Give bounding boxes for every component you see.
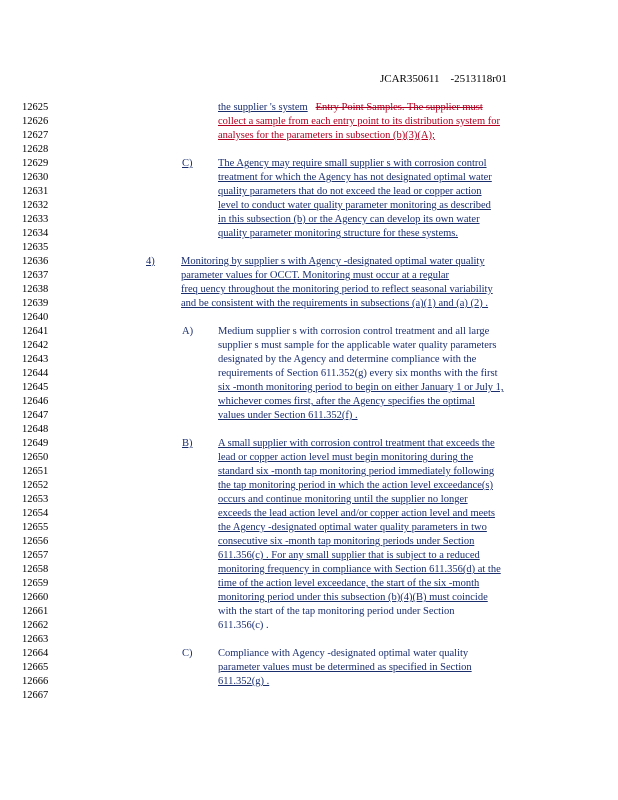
block1-line1-a: the supplier 's system [218, 102, 308, 113]
line-number: 12649 [22, 438, 49, 449]
line-number: 12660 [22, 592, 49, 603]
line-number: 12641 [22, 326, 49, 337]
line-number: 12653 [22, 494, 49, 505]
doc-id: JCAR350611 [380, 73, 440, 85]
block-c1-line: level to conduct water quality parameter monitoring as described [218, 200, 491, 211]
block-b-line: occurs and continue monitoring until the supplier no longer [218, 494, 468, 505]
line-number: 12626 [22, 116, 49, 127]
block-b-line: A small supplier with corrosion control treatment that exceeds the [218, 438, 495, 449]
block-b-line: 611.356(c) . [218, 620, 269, 631]
block-c2-line: Compliance with Agency -designated optimal water quality [218, 648, 469, 659]
line-number: 12665 [22, 662, 49, 673]
block-c1-line: The Agency may require small supplier s with corrosion control [218, 158, 487, 169]
line-number: 12658 [22, 564, 49, 575]
block-b-label: B) [182, 438, 193, 449]
block4-label: 4) [146, 256, 155, 267]
block1-line2: collect a sample from each entry point to its distribution system for [218, 116, 500, 127]
line-number: 12652 [22, 480, 49, 491]
block-b-line: 611.356(c) . For any small supplier that is subject to a reduced [218, 550, 480, 561]
block-c2-line: 611.352(g) . [218, 676, 270, 687]
line-number: 12637 [22, 270, 49, 281]
line-number: 12659 [22, 578, 49, 589]
line-number: 12656 [22, 536, 49, 547]
line-number: 12629 [22, 158, 49, 169]
block-b-line: lead or copper action level must begin monitoring during the [218, 452, 474, 463]
line-number: 12627 [22, 130, 49, 141]
line-number: 12631 [22, 186, 49, 197]
line-number: 12642 [22, 340, 49, 351]
doc-sub-id: -2513118r01 [450, 73, 507, 85]
line-number: 12633 [22, 214, 49, 225]
line-number: 12662 [22, 620, 49, 631]
block-c1-line: in this subsection (b) or the Agency can develop its own water [218, 214, 480, 225]
line-number: 12666 [22, 676, 49, 687]
block-a-line: designated by the Agency and determine compliance with the [218, 354, 477, 365]
line-number: 12630 [22, 172, 49, 183]
block-c2-label: C) [182, 648, 193, 659]
block-b-line: standard six -month tap monitoring period immediately following [218, 466, 495, 477]
block-b-line: exceeds the lead action level and/or copper action level and meets [218, 508, 495, 519]
block-a-line: Medium supplier s with corrosion control treatment and all large [218, 326, 490, 337]
line-number: 12645 [22, 382, 49, 393]
line-number: 12646 [22, 396, 49, 407]
line-number: 12651 [22, 466, 49, 477]
line-number: 12625 [22, 102, 49, 113]
line-number: 12667 [22, 690, 49, 701]
block-c1-line: quality parameter monitoring structure for these systems. [218, 228, 458, 239]
line-number: 12635 [22, 242, 49, 253]
block-a-line: requirements of Section 611.352(g) every six months with the first [218, 368, 498, 379]
block-a-label: A) [182, 326, 194, 337]
block1-line1 [218, 102, 483, 114]
line-number: 12638 [22, 284, 49, 295]
document-header [380, 73, 507, 85]
block4-line: freq uency throughout the monitoring period to reflect seasonal variability [181, 284, 493, 295]
block-b-line: consecutive six -month tap monitoring periods under Section [218, 536, 475, 547]
line-number: 12634 [22, 228, 49, 239]
block-b-line: monitoring frequency in compliance with Section 611.356(d) at the [218, 564, 501, 575]
block-b-line: monitoring period under this subsection (b)(4)(B) must coincide [218, 592, 488, 603]
line-number: 12657 [22, 550, 49, 561]
line-number: 12654 [22, 508, 49, 519]
block-b-line: with the start of the tap monitoring period under Section [218, 606, 455, 617]
block-b-line: time of the action level exceedance, the start of the six -month [218, 578, 480, 589]
block-b-line: the tap monitoring period in which the action level exceedance(s) [218, 480, 493, 491]
block-a-line-underlined: values under Section 611.352(f) . [218, 410, 358, 421]
block-c1-label: C) [182, 158, 193, 169]
line-number: 12639 [22, 298, 49, 309]
line-number: 12644 [22, 368, 49, 379]
block-a-line: supplier s must sample for the applicable water quality parameters [218, 340, 497, 351]
block-c1-line: treatment for which the Agency has not designated optimal water [218, 172, 492, 183]
block-a-line-underlined: whichever comes first, after the Agency specifies the optimal [218, 396, 475, 407]
line-number: 12628 [22, 144, 49, 155]
line-number: 12655 [22, 522, 49, 533]
line-number: 12664 [22, 648, 49, 659]
block-b-line: the Agency -designated optimal water quality parameters in two [218, 522, 487, 533]
block-c1-line: quality parameters that do not exceed the lead or copper action [218, 186, 482, 197]
line-number: 12648 [22, 424, 49, 435]
line-number: 12663 [22, 634, 49, 645]
line-number: 12636 [22, 256, 49, 267]
line-number: 12650 [22, 452, 49, 463]
line-number: 12640 [22, 312, 49, 323]
block4-line: parameter values for OCCT. Monitoring must occur at a regular [181, 270, 450, 281]
block1-line3: analyses for the parameters in subsection (b)(3)(A); [218, 130, 435, 141]
block4-line: and be consistent with the requirements in subsections (a)(1) and (a) (2) . [181, 298, 489, 309]
block4-line: Monitoring by supplier s with Agency -designated optimal water quality [181, 256, 485, 267]
line-number: 12661 [22, 606, 49, 617]
line-number: 12647 [22, 410, 49, 421]
line-number: 12632 [22, 200, 49, 211]
block-a-line-underlined: six -month monitoring period to begin on either January 1 or July 1, [218, 382, 504, 393]
block1-line1-deleted: Entry Point Samples. The supplier must [315, 102, 483, 113]
line-number: 12643 [22, 354, 49, 365]
block-c2-line: parameter values must be determined as specified in Section [218, 662, 472, 673]
